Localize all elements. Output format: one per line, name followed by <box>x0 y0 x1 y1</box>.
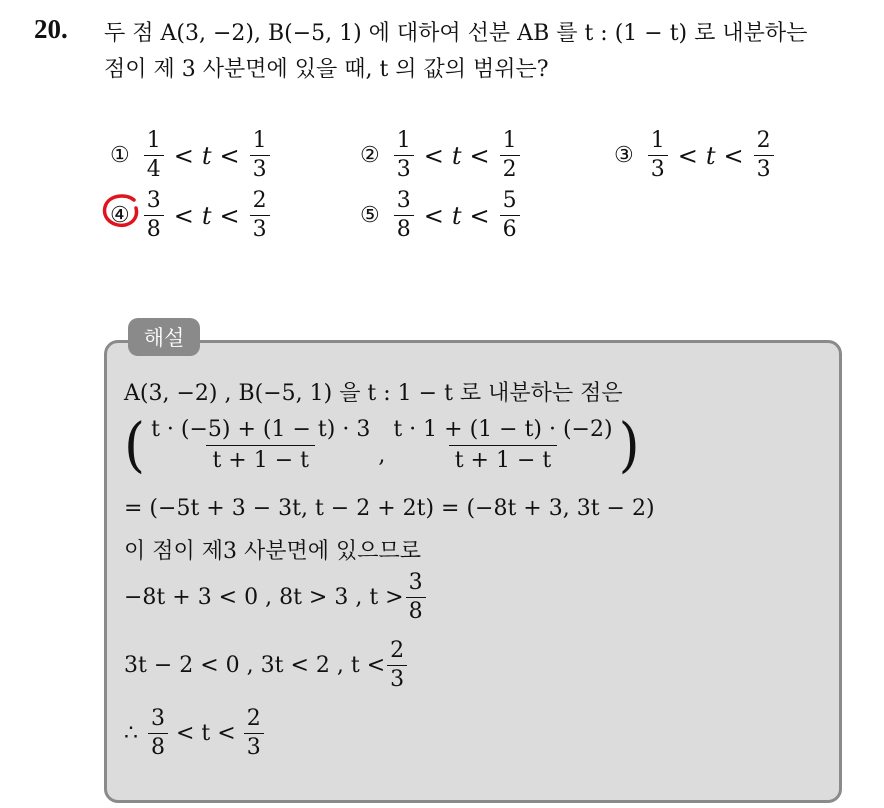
answer-mark-circle-icon <box>100 192 144 230</box>
comma: , <box>378 443 386 468</box>
fraction-numerator: 5 <box>502 188 517 213</box>
fraction-numerator: 2 <box>246 706 261 731</box>
fraction-numerator: 3 <box>151 706 165 731</box>
fraction-denominator: 6 <box>500 215 520 241</box>
fraction-numerator: 1 <box>396 128 411 153</box>
fraction-denominator: 3 <box>394 155 414 181</box>
solution-line7-left-fraction <box>148 708 168 759</box>
fraction-numerator: 3 <box>396 188 411 213</box>
solution-line5 <box>124 572 428 623</box>
question-text-line2: 점이 제 3 사분면에 있을 때, t 의 값의 범위는? <box>104 57 549 82</box>
coord-y-fraction <box>387 416 618 473</box>
therefore-symbol: ∴ <box>124 721 138 746</box>
option-number: ② <box>360 143 380 168</box>
fraction-numerator: 2 <box>252 188 267 213</box>
option-2[interactable] <box>360 130 522 181</box>
solution-line5-text: −8t + 3 < 0 , 8t > 3 , t > <box>124 585 404 610</box>
fraction-denominator: 8 <box>406 597 426 623</box>
option-right-fraction <box>500 130 520 181</box>
fraction-numerator: 3 <box>408 570 423 595</box>
coord-x-denominator: t + 1 − t <box>206 445 315 472</box>
solution-line7-inequality: < t < <box>176 721 236 746</box>
fraction-numerator: 1 <box>252 128 267 153</box>
fraction-denominator: 4 <box>144 155 164 181</box>
solution-line6-text: 3t − 2 < 0 , 3t < 2 , t < <box>124 653 386 678</box>
fraction-denominator: 2 <box>500 155 520 181</box>
fraction-denominator: 3 <box>250 215 270 241</box>
fraction-numerator: 2 <box>756 128 771 153</box>
variable-t: t <box>451 201 462 230</box>
option-1[interactable] <box>110 130 272 181</box>
solution-line6-fraction <box>387 640 407 691</box>
question-number: 20. <box>34 14 68 44</box>
fraction-numerator: 1 <box>502 128 517 153</box>
fraction-denominator: 8 <box>144 215 164 241</box>
option-number: ④ <box>110 203 130 228</box>
less-than: < <box>173 201 194 230</box>
variable-t: t <box>201 141 212 170</box>
fraction-denominator: 8 <box>394 215 414 241</box>
less-than: < <box>469 141 490 170</box>
option-left-fraction <box>394 130 414 181</box>
option-number: ⑤ <box>360 203 380 228</box>
solution-line3: = (−5t + 3 − 3t, t − 2 + 2t) = (−8t + 3, 3t − 2) <box>124 496 655 521</box>
less-than: < <box>423 141 444 170</box>
variable-t: t <box>201 201 212 230</box>
solution-line5-fraction <box>406 572 426 623</box>
option-number: ③ <box>614 143 634 168</box>
solution-line6 <box>124 640 409 691</box>
fraction-denominator: 3 <box>648 155 668 181</box>
coord-y-denominator: t + 1 − t <box>449 445 558 472</box>
right-paren: ) <box>618 409 640 480</box>
option-3[interactable] <box>614 130 776 181</box>
left-paren: ( <box>124 409 146 480</box>
variable-t: t <box>705 141 716 170</box>
fraction-numerator: 1 <box>146 128 161 153</box>
less-than: < <box>173 141 194 170</box>
less-than: < <box>677 141 698 170</box>
variable-t: t <box>451 141 462 170</box>
solution-line7-right-fraction <box>244 708 264 759</box>
fraction-denominator: 3 <box>387 665 407 691</box>
option-number: ① <box>110 143 130 168</box>
solution-line2 <box>124 409 640 480</box>
coord-x-numerator: t · (−5) + (1 − t) · 3 <box>151 416 371 442</box>
option-5[interactable] <box>360 190 522 241</box>
less-than: < <box>423 201 444 230</box>
option-right-fraction <box>500 190 520 241</box>
less-than: < <box>723 141 744 170</box>
fraction-denominator: 3 <box>244 733 264 759</box>
fraction-numerator: 1 <box>650 128 665 153</box>
coord-y-numerator: t · 1 + (1 − t) · (−2) <box>393 416 613 442</box>
fraction-denominator: 3 <box>250 155 270 181</box>
solution-line1: A(3, −2) , B(−5, 1) 을 t : 1 − t 로 내분하는 점은 <box>124 381 623 406</box>
fraction-denominator: 3 <box>754 155 774 181</box>
solution-line7 <box>124 708 266 759</box>
option-right-fraction <box>250 190 270 241</box>
option-left-fraction <box>648 130 668 181</box>
less-than: < <box>469 201 490 230</box>
option-right-fraction <box>250 130 270 181</box>
option-left-fraction <box>394 190 414 241</box>
question-text-line1: 두 점 A(3, −2), B(−5, 1) 에 대하여 선분 AB 를 t : (1 − t) 로 내분하는 <box>104 21 808 46</box>
coord-x-fraction <box>145 416 376 473</box>
option-right-fraction <box>754 130 774 181</box>
fraction-numerator: 2 <box>390 638 405 663</box>
solution-tag: 해설 <box>128 318 200 356</box>
fraction-numerator: 3 <box>146 188 161 213</box>
option-left-fraction <box>144 130 164 181</box>
less-than: < <box>219 141 240 170</box>
less-than: < <box>219 201 240 230</box>
solution-line4: 이 점이 제3 사분면에 있으므로 <box>124 539 421 564</box>
fraction-denominator: 8 <box>148 733 168 759</box>
option-left-fraction <box>144 190 164 241</box>
